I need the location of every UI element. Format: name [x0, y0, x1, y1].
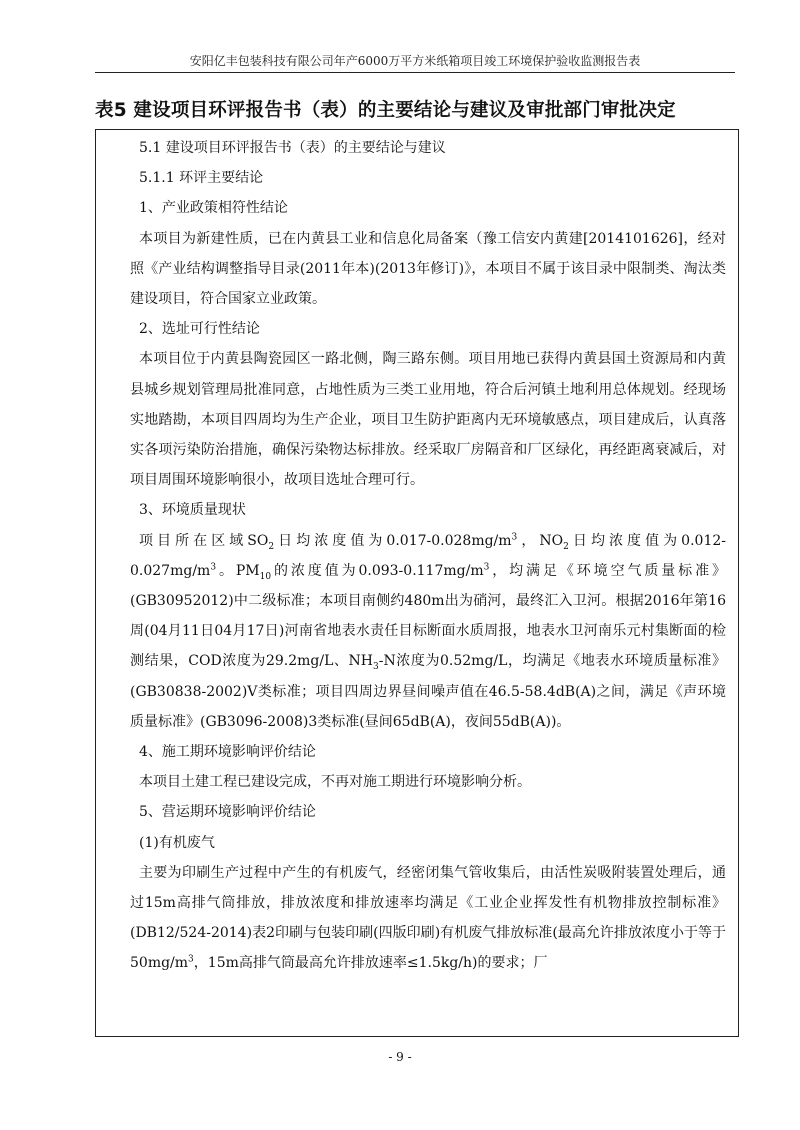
- paragraph-industrial-policy: 本项目为新建性质，已在内黄县工业和信息化局备案（豫工信安内黄建[2014101626]，经对照《产业结构调整指导目录(2011年本)(2013年修订)》，本项目不属于该目录中限制类、淘汰类建设项目，符合国家立业政策。: [130, 230, 726, 308]
- paragraph-organic-waste-gas: 主要为印刷生产过程中产生的有机废气，经密闭集气管收集后，由活性炭吸附装置处理后，通过15m高排气筒排放，排放浓度和排放速率均满足《工业企业挥发性有机物排放控制标准》(DB12/524-2014)表2印刷与包装印刷(四版印刷)有机废气排放标准(最高允许排放浓度小于等于$50mg/m^3$，15m高排气筒最高允许排放速率≤1.5kg/h)的要求；厂: [130, 864, 726, 972]
- paragraph-site-selection: 本项目位于内黄县陶瓷园区一路北侧，陶三路东侧。项目用地已获得内黄县国土资源局和内黄县城乡规划管理局批准同意，占地性质为三类工业用地，符合后河镇土地利用总体规划。经现场实地踏勘，本项目四周均为生产企业，项目卫生防护距离内无环境敏感点，项目建成后，认真落实各项污染防治措施，确保污染物达标排放。经采取厂房隔音和厂区绿化，再经距离衰减后，对项目周围环境影响很小，故项目选址合理可行。: [130, 351, 726, 489]
- table-title: 表5 建设项目环评报告书（表）的主要结论与建议及审批部门审批决定: [95, 100, 676, 121]
- content-body: [130, 133, 726, 979]
- heading-site-selection: 2、选址可行性结论: [139, 321, 260, 338]
- page-number: - 9 -: [388, 1050, 412, 1064]
- heading-organic-waste-gas: (1)有机废气: [139, 834, 215, 851]
- document-header: 安阳亿丰包装科技有限公司年产6000万平方米纸箱项目竣工环境保护验收监测报告表: [189, 54, 641, 68]
- heading-construction-impact: 4、施工期环境影响评价结论: [139, 744, 316, 761]
- paragraph-construction-impact: 本项目土建工程已建设完成，不再对施工期进行环境影响分析。: [139, 774, 531, 791]
- header-divider: [95, 72, 735, 73]
- paragraph-environment-quality: 项目所在区域$SO_2$日均浓度值为$0.017-0.028mg/m^3$，$NO_2$日均浓度值为$0.012-0.027mg/m^3$。$PM_{10}$的浓度值为$0.093-0.117mg/m^3$，均满足《环境空气质量标准》(GB30952012)中二级标准；本项目南侧约480m出为硝河，最终汇入卫河。根据2016年第16周(04月11日04月17日)河南省地表水责任目标断面水质周报，地表水卫河南乐元村集断面的检测结果，COD浓度为29.2mg/L、$NH_3-N$浓度为0.52mg/L，均满足《地表水环境质量标准》(GB30838-2002)V类标准；项目四周边界昼间噪声值在46.5-58.4dB(A)之间，满足《声环境质量标准》(GB3096-2008)3类标准(昼间65dB(A)，夜间55dB(A))。: [130, 531, 727, 730]
- heading-environment-quality: 3、环境质量现状: [139, 502, 246, 519]
- subsection-heading: 5.1.1 环评主要结论: [139, 170, 264, 187]
- heading-operation-impact: 5、营运期环境影响评价结论: [139, 804, 316, 821]
- heading-industrial-policy: 1、产业政策相符性结论: [139, 200, 288, 217]
- section-heading: 5.1 建设项目环评报告书（表）的主要结论与建议: [139, 140, 446, 156]
